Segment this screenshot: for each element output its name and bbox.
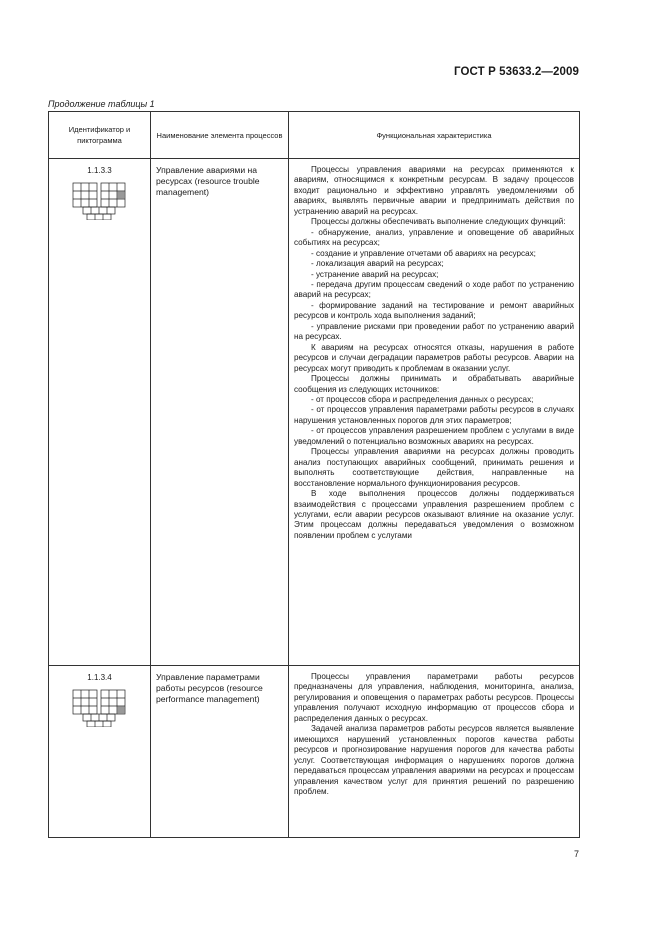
list-item: - создание и управление отчетами об авариях на ресурсах; — [311, 248, 536, 258]
paragraph: Процессы должны принимать и обрабатывать аварийные сообщения из следующих источников: — [294, 374, 574, 394]
description-cell — [289, 666, 580, 838]
list-item: - от процессов сбора и распределения данных о ресурсах; — [311, 394, 534, 404]
paragraph: К авариям на ресурсах относятся отказы, нарушения в работе ресурсов и случаи деградации параметров работы ресурсов. Аварии на ресурсах могут приводить к проблемам в оказании услуг. — [294, 342, 574, 373]
paragraph: Процессы должны обеспечивать выполнение следующих функций: — [311, 217, 566, 227]
paragraph: Процессы управления параметрами работы ресурсов предназначены для управления, наблюдения, мониторинга, анализа, регулирования и оповещения о параметрах работы ресурсов. Процессы управления получают исходную информацию от процессов сбора и распределения данных о ресурсах. — [294, 672, 574, 723]
process-table — [48, 111, 580, 838]
description-cell — [289, 159, 580, 666]
column-header-description: Функциональная характеристика — [289, 112, 580, 159]
table-continuation-caption: Продолжение таблицы 1 — [48, 99, 155, 109]
list-item: - локализация аварий на ресурсах; — [311, 259, 444, 269]
pictogram-icon — [72, 182, 127, 220]
process-name: Управление параметрами работы ресурсов (resource performance management) — [156, 672, 263, 704]
list-item: - формирование заданий на тестирование и ремонт аварийных ресурсов и контроль хода выполнения заданий; — [294, 300, 574, 321]
process-name-cell — [151, 666, 289, 838]
paragraph: Задачей анализа параметров работы ресурсов является выявление имеющихся нарушений установленных порогов качества работы ресурсов и прогнозирование нарушения порогов для качества работы услуг. Соответствующая информация о нарушениях порогов должна передаваться процессам управления авариями на ресурсах и процессам управления качеством услуг для принятия решений по разрешению проблем. — [294, 724, 574, 796]
process-name-cell — [151, 159, 289, 666]
list-item: - передача другим процессам сведений о ходе работ по устранению аварий на ресурсах; — [294, 279, 574, 300]
table-row — [49, 666, 580, 838]
list-item: - устранение аварий на ресурсах; — [311, 269, 439, 279]
list-item: - от процессов управления разрешением проблем с услугами в виде уведомлений о потенциально возможных авариях на ресурсах. — [294, 426, 574, 446]
table-header-row — [49, 112, 580, 159]
list-item: - управление рисками при проведении работ по устранению аварий на ресурсах. — [294, 321, 574, 342]
paragraph: Процессы управления авариями на ресурсах должны проводить анализ поступающих аварийных сообщений, принимать решения и выполнять соответствующие действия, направленные на восстановление нормального функционирования ресурсов. — [294, 447, 574, 488]
list-item: - обнаружение, анализ, управление и оповещение об аварийных событиях на ресурсах; — [294, 227, 574, 248]
column-header-id: Идентификатор и пиктограмма — [49, 112, 151, 159]
paragraph: В ходе выполнения процессов должны поддерживаться взаимодействия с процессами управления разрешением проблем с услугами, если аварии ресурсов оказывают влияние на оказание услуг. Этим процессам должны передаваться уведомления о возможном появлении проблем с услугами — [294, 489, 574, 540]
page-number: 7 — [573, 849, 579, 859]
id-cell — [49, 666, 151, 838]
pictogram-icon — [72, 689, 127, 727]
table-row — [49, 159, 580, 666]
process-name: Управление авариями на ресурсах (resource trouble management) — [156, 165, 260, 197]
list-item: - от процессов управления параметрами работы ресурсов в случаях нарушения установленных порогов для этих параметров; — [294, 405, 574, 425]
standard-header: ГОСТ Р 53633.2—2009 — [454, 66, 579, 78]
column-header-name: Наименование элемента процессов — [151, 112, 289, 159]
paragraph: Процессы управления авариями на ресурсах применяются к авариям, относящимся к конкретным ресурсам. В задачу процессов входит рационально и эффективно управлять уведомлениями об авариях, выявлять первичные аварии и предпринимать действия по устранению аварий на ресурсах. — [294, 165, 574, 216]
process-id: 1.1.3.3 — [87, 166, 112, 175]
process-id: 1.1.3.4 — [87, 673, 112, 682]
id-cell — [49, 159, 151, 666]
